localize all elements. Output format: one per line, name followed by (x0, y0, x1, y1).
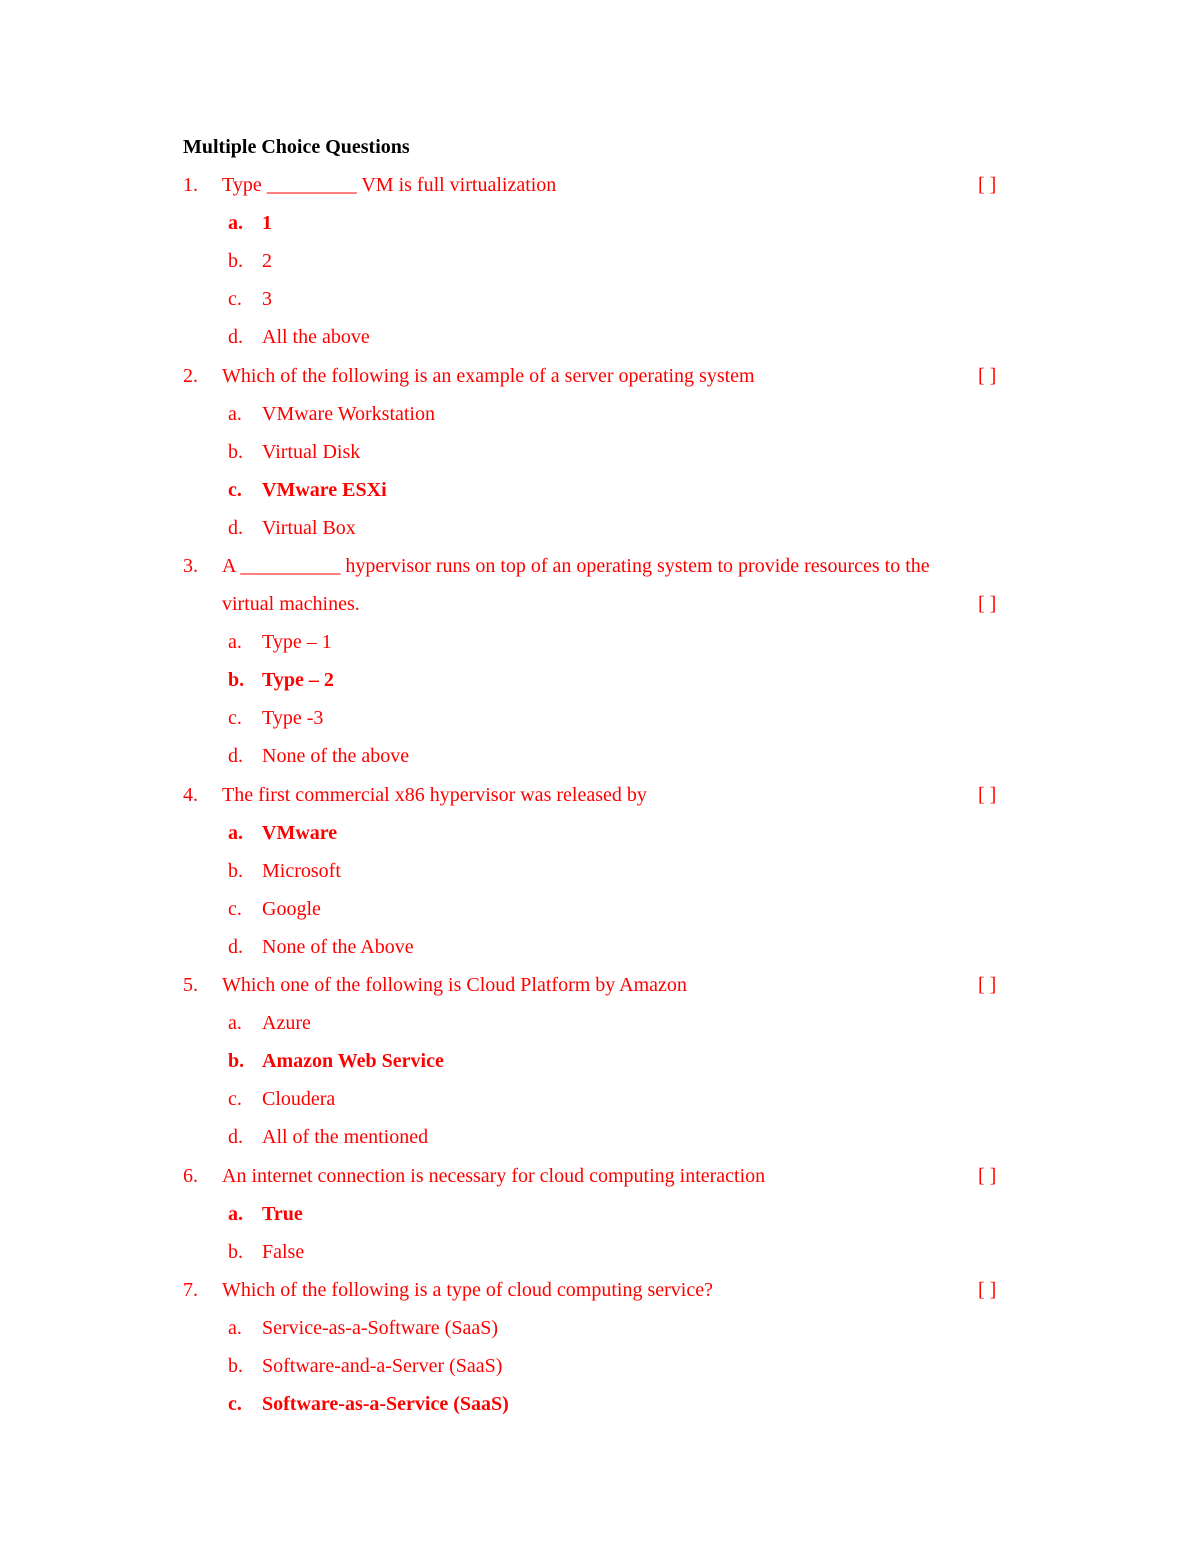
option-text: VMware ESXi (262, 479, 387, 501)
option-text: Service-as-a-Software (SaaS) (262, 1317, 499, 1339)
option-item (0, 207, 1200, 239)
option-item (0, 1007, 1200, 1039)
answer-bracket: [ ] (978, 784, 997, 806)
question-number: 2. (183, 365, 198, 387)
answer-bracket: [ ] (978, 974, 997, 996)
option-text: All of the mentioned (262, 1126, 429, 1148)
question-5 (0, 969, 1200, 1001)
option-item (0, 1121, 1200, 1153)
question-text: Which of the following is an example of a server operating system (222, 365, 755, 387)
question-text: Which one of the following is Cloud Platform by Amazon (222, 974, 687, 996)
question-text: The first commercial x86 hypervisor was released by (222, 784, 647, 806)
question-number: 5. (183, 974, 198, 996)
option-text: 1 (262, 212, 272, 234)
option-text: Microsoft (262, 860, 341, 882)
option-letter: c. (228, 288, 242, 310)
option-item (0, 1350, 1200, 1382)
option-text: VMware Workstation (262, 403, 435, 425)
option-text: False (262, 1241, 305, 1263)
option-text: Google (262, 898, 321, 920)
option-item (0, 740, 1200, 772)
option-text: VMware (262, 822, 338, 844)
option-item (0, 436, 1200, 468)
question-number: 4. (183, 784, 198, 806)
option-item (0, 855, 1200, 887)
option-letter: d. (228, 326, 243, 348)
option-item (0, 398, 1200, 430)
page-title: Multiple Choice Questions (183, 136, 410, 158)
option-text: Cloudera (262, 1088, 336, 1110)
answer-bracket: [ ] (978, 1165, 997, 1187)
option-item (0, 474, 1200, 506)
option-text: Amazon Web Service (262, 1050, 444, 1072)
option-letter: c. (228, 898, 242, 920)
question-text-continued: virtual machines. (222, 593, 360, 615)
answer-bracket: [ ] (978, 593, 997, 615)
option-text: Azure (262, 1012, 311, 1034)
option-item (0, 817, 1200, 849)
option-letter: b. (228, 1355, 243, 1377)
option-text: Software-as-a-Service (SaaS) (262, 1393, 509, 1415)
answer-bracket: [ ] (978, 365, 997, 387)
option-item (0, 1198, 1200, 1230)
option-letter: d. (228, 517, 243, 539)
option-letter: c. (228, 1088, 242, 1110)
option-letter: b. (228, 441, 243, 463)
option-letter: b. (228, 669, 245, 691)
option-letter: d. (228, 745, 243, 767)
option-text: Type -3 (262, 707, 324, 729)
option-letter: d. (228, 936, 243, 958)
question-text: Which of the following is a type of cloud computing service? (222, 1279, 713, 1301)
option-letter: c. (228, 1393, 242, 1415)
question-2 (0, 360, 1200, 392)
option-letter: b. (228, 1241, 243, 1263)
answer-bracket: [ ] (978, 1279, 997, 1301)
option-item (0, 1312, 1200, 1344)
option-item (0, 626, 1200, 658)
option-item (0, 283, 1200, 315)
option-letter: a. (228, 1203, 243, 1225)
option-text: 2 (262, 250, 272, 272)
option-letter: a. (228, 403, 242, 425)
option-letter: d. (228, 1126, 243, 1148)
option-letter: a. (228, 1317, 242, 1339)
option-letter: c. (228, 479, 242, 501)
option-text: 3 (262, 288, 272, 310)
option-letter: a. (228, 212, 243, 234)
option-text: Type – 1 (262, 631, 332, 653)
question-number: 6. (183, 1165, 198, 1187)
question-3-continued (0, 588, 1200, 620)
question-number: 7. (183, 1279, 198, 1301)
option-letter: a. (228, 631, 242, 653)
option-letter: a. (228, 822, 243, 844)
option-item (0, 245, 1200, 277)
option-text: None of the above (262, 745, 410, 767)
question-6 (0, 1160, 1200, 1192)
option-text: All the above (262, 326, 370, 348)
option-text: Virtual Disk (262, 441, 361, 463)
option-text: Type – 2 (262, 669, 334, 691)
question-4 (0, 779, 1200, 811)
option-item (0, 702, 1200, 734)
question-3 (0, 550, 1200, 582)
question-text: An internet connection is necessary for cloud computing interaction (222, 1165, 766, 1187)
option-letter: a. (228, 1012, 242, 1034)
option-item (0, 931, 1200, 963)
option-text: Virtual Box (262, 517, 356, 539)
option-text: None of the Above (262, 936, 414, 958)
question-text: A __________ hypervisor runs on top of an operating system to provide resources to the (222, 555, 930, 577)
option-text: True (262, 1203, 303, 1225)
option-item (0, 664, 1200, 696)
option-item (0, 512, 1200, 544)
question-text: Type _________ VM is full virtualization (222, 174, 557, 196)
option-letter: c. (228, 707, 242, 729)
option-text: Software-and-a-Server (SaaS) (262, 1355, 503, 1377)
question-number: 3. (183, 555, 198, 577)
option-item (0, 1083, 1200, 1115)
option-item (0, 1236, 1200, 1268)
answer-bracket: [ ] (978, 174, 997, 196)
question-number: 1. (183, 174, 198, 196)
question-7 (0, 1274, 1200, 1306)
option-item (0, 321, 1200, 353)
option-letter: b. (228, 250, 243, 272)
option-item (0, 893, 1200, 925)
option-item (0, 1388, 1200, 1420)
option-letter: b. (228, 1050, 245, 1072)
option-letter: b. (228, 860, 243, 882)
option-item (0, 1045, 1200, 1077)
question-1 (0, 169, 1200, 201)
